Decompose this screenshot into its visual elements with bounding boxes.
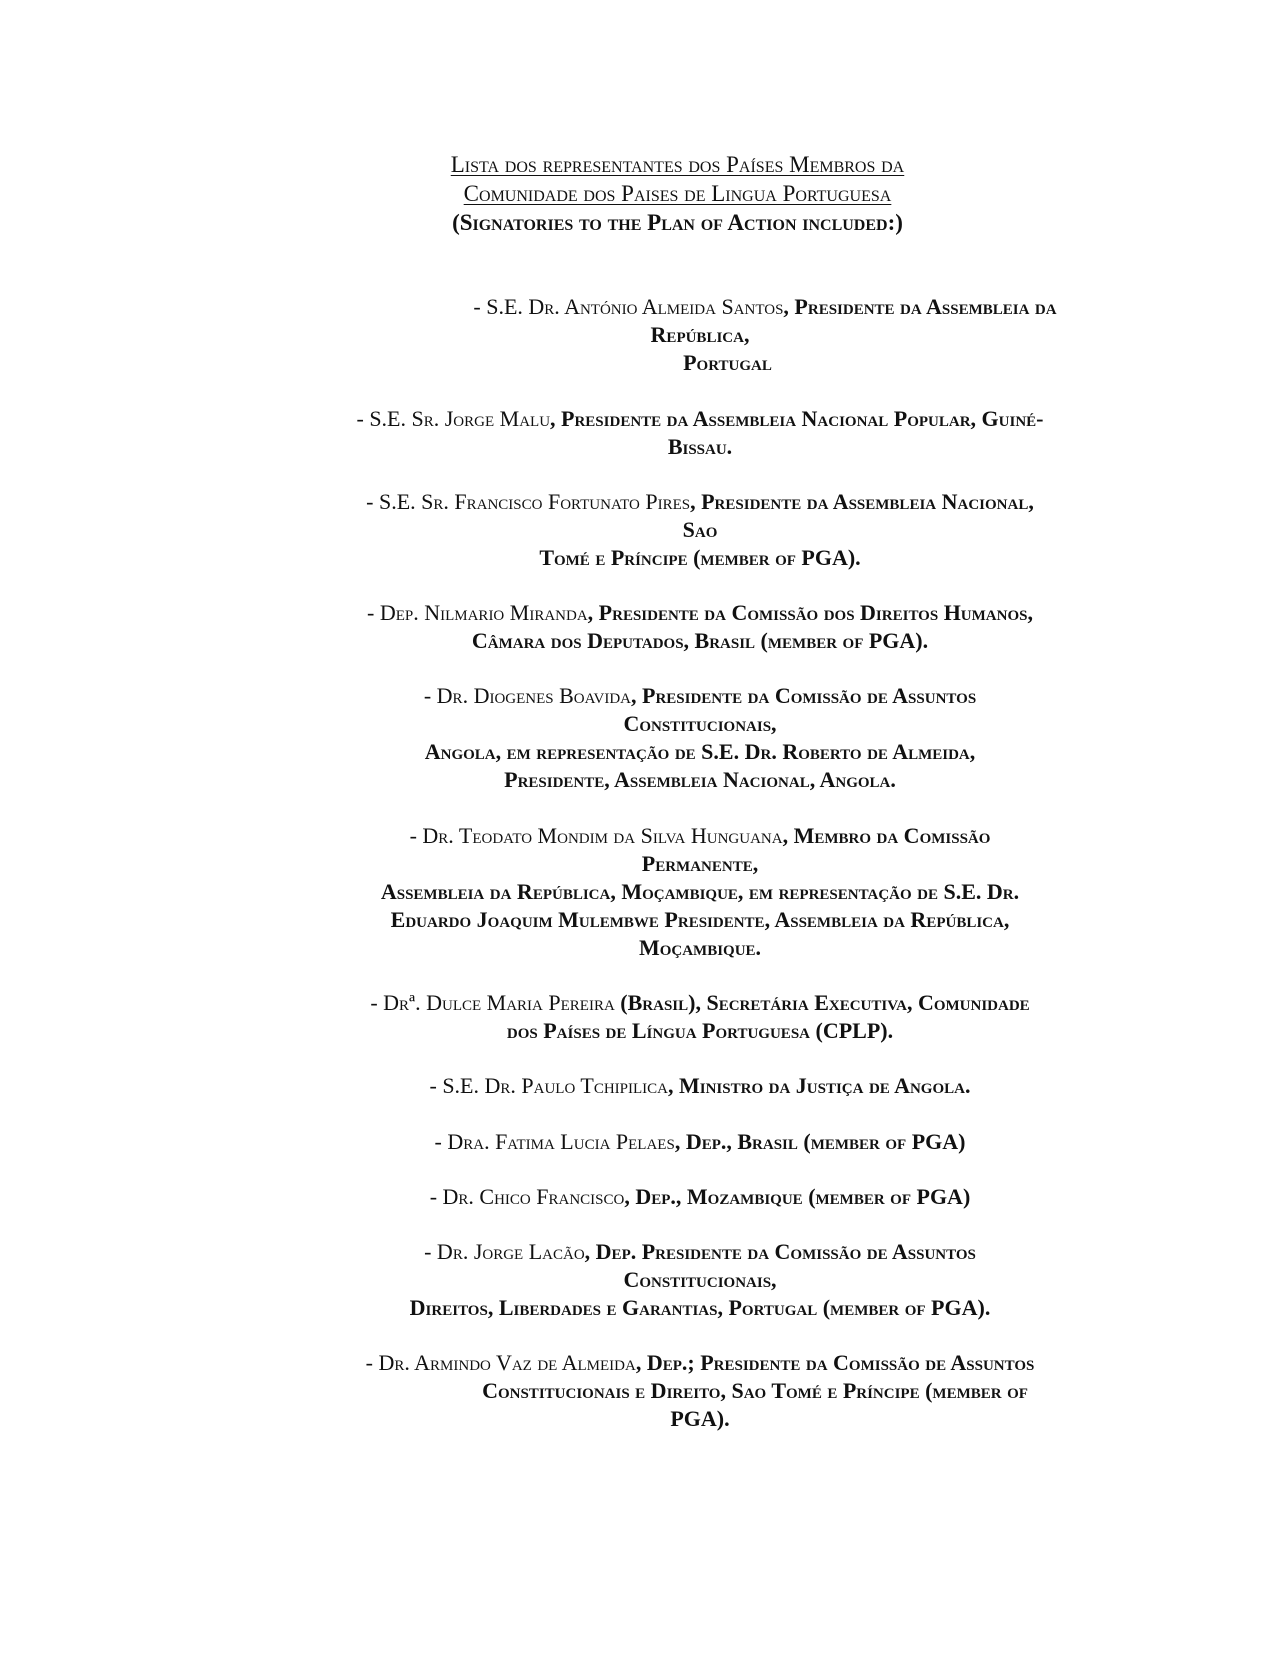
entry-line: Constitucionais, <box>623 711 777 736</box>
title-line-2: Comunidade dos Paises de Lingua Portuguesa <box>463 181 892 206</box>
representative-name: - Dr. Teodato Mondim da Silva Hunguana <box>409 823 783 848</box>
entry-line: Moçambique. <box>638 935 762 960</box>
representative-entry-10 <box>260 1183 1140 1211</box>
representative-entry-2 <box>260 405 1140 461</box>
representative-title: , Membro da Comissão <box>782 823 991 848</box>
representative-name: - S.E. Sr. Francisco Fortunato Pires <box>366 489 691 514</box>
entry-line <box>260 488 1140 516</box>
representative-title: , Presidente da Comissão dos Direitos Humanos, <box>587 600 1033 625</box>
representative-name: - S.E. Dr. António Almeida Santos <box>473 294 784 319</box>
entry-line: República, <box>650 322 750 347</box>
representative-title: (Brasil), Secretária Executiva, Comunidade <box>614 990 1030 1015</box>
subtitle: (Signatories to the Plan of Action included:) <box>452 210 903 235</box>
representative-entry-12 <box>260 1349 1140 1433</box>
representative-entry-11 <box>260 1238 1140 1322</box>
representative-name: - Dr. Diogenes Boavida <box>423 683 632 708</box>
entry-line: Bissau. <box>667 434 733 459</box>
entry-line: PGA). <box>670 1406 730 1431</box>
entry-line <box>260 293 1140 321</box>
entry-line: Portugal <box>683 350 772 375</box>
entry-line <box>260 1072 1140 1100</box>
entry-line: Angola, em representação de S.E. Dr. Roberto de Almeida, <box>424 739 976 764</box>
entry-line: Direitos, Liberdades e Garantias, Portugal (member of PGA). <box>409 1295 991 1320</box>
representative-entry-8 <box>260 1072 1140 1100</box>
representative-name: - Dr. Jorge Lacão <box>424 1239 585 1264</box>
entry-line <box>260 1349 1140 1377</box>
representative-entry-5 <box>260 682 1140 794</box>
representative-title: , Dep.; Presidente da Comissão de Assuntos <box>635 1350 1035 1375</box>
entry-line <box>260 822 1140 850</box>
entry-line: Assembleia da República, Moçambique, em representação de S.E. Dr. <box>380 879 1020 904</box>
entry-line: Tomé e Príncipe (member of PGA). <box>539 545 861 570</box>
representative-title: , Dep., Mozambique (member of PGA) <box>624 1184 971 1209</box>
representative-title: , Presidente da Comissão de Assuntos <box>631 683 977 708</box>
entry-line <box>260 405 1140 433</box>
representative-title: , Ministro da Justiça de Angola. <box>668 1073 971 1098</box>
title-line-1: Lista dos representantes dos Países Membros da <box>450 152 905 177</box>
entry-line: Constitucionais, <box>623 1267 777 1292</box>
entry-line <box>260 1128 1140 1156</box>
representative-entry-6 <box>260 822 1140 962</box>
representative-entry-1 <box>260 293 1140 377</box>
entry-line: Constitucionais e Direito, Sao Tomé e Príncipe (member of <box>482 1378 1028 1403</box>
representative-name: - S.E. Dr. Paulo Tchipilica <box>429 1073 668 1098</box>
entry-line <box>260 1238 1140 1266</box>
entry-line <box>260 989 1140 1017</box>
entry-line: Presidente, Assembleia Nacional, Angola. <box>504 767 896 792</box>
entry-line <box>260 1183 1140 1211</box>
representative-title: , Presidente da Assembleia Nacional, <box>690 489 1034 514</box>
representative-title: , Dep., Brasil (member of PGA) <box>674 1129 966 1154</box>
representative-name: - Dra. Fatima Lucia Pelaes <box>434 1129 675 1154</box>
entry-line: Permanente, <box>641 851 759 876</box>
representative-entry-4 <box>260 599 1140 655</box>
representative-entry-9 <box>260 1128 1140 1156</box>
representative-title: , Dep. Presidente da Comissão de Assuntos <box>584 1239 976 1264</box>
entry-line: Câmara dos Deputados, Brasil (member of PGA). <box>471 628 929 653</box>
entry-line: dos Países de Língua Portuguesa (CPLP). <box>506 1018 894 1043</box>
entry-line <box>260 682 1140 710</box>
representative-entry-3 <box>260 488 1140 572</box>
representative-name: - S.E. Sr. Jorge Malu <box>356 406 551 431</box>
representative-name: - Dr. Armindo Vaz de Almeida <box>365 1350 636 1375</box>
representative-entry-7 <box>260 989 1140 1045</box>
representative-name: - Dr. Chico Francisco <box>429 1184 625 1209</box>
representative-title: , Presidente da Assembleia Nacional Popular, Guiné- <box>550 406 1044 431</box>
document-header <box>0 150 1280 238</box>
entry-line: Eduardo Joaquim Mulembwe Presidente, Assembleia da República, <box>390 907 1010 932</box>
representative-name: - Dep. Nilmario Miranda <box>367 600 588 625</box>
entry-line: Sao <box>682 517 718 542</box>
representative-title: , Presidente da Assembleia da <box>783 294 1057 319</box>
representative-name: - Drª. Dulce Maria Pereira <box>370 990 615 1015</box>
entry-line <box>260 599 1140 627</box>
